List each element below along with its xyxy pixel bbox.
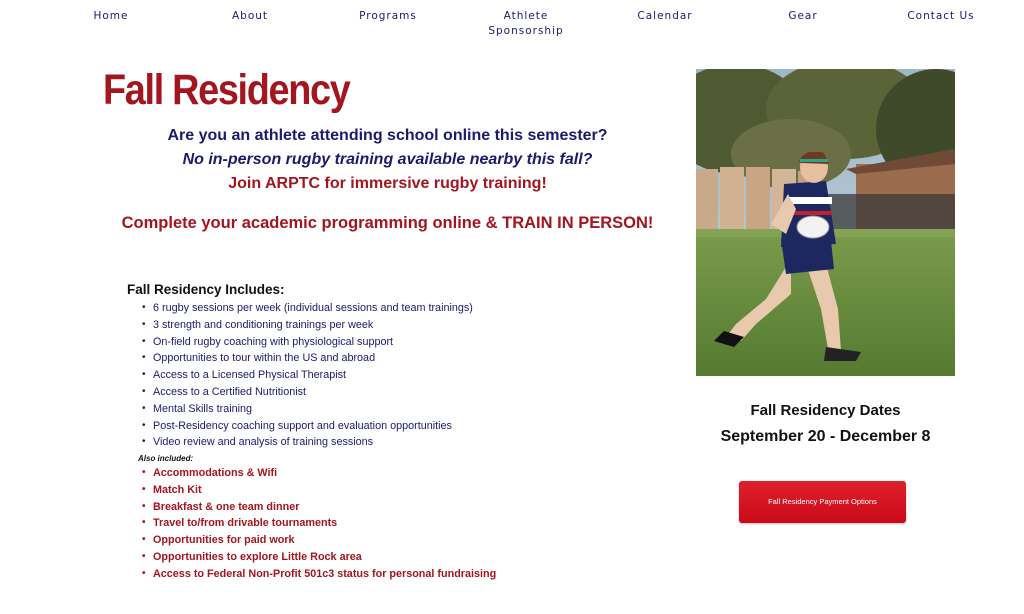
includes-list xyxy=(140,300,473,451)
rugby-player-illustration xyxy=(696,69,955,376)
list-item: • Breakfast & one team dinner xyxy=(140,499,496,516)
list-item: • Access to Federal Non-Profit 501c3 status for personal fundraising xyxy=(140,566,496,583)
list-item: • Access to a Certified Nutritionist xyxy=(140,384,473,401)
intro-line-3: Join ARPTC for immersive rugby training! xyxy=(228,175,547,192)
nav-gear[interactable]: Gear xyxy=(788,10,818,22)
page-title: Fall Residency xyxy=(103,66,350,114)
list-item: • Travel to/from drivable tournaments xyxy=(140,515,496,532)
nav-programs[interactable]: Programs xyxy=(359,10,417,22)
list-item: • Accommodations & Wifi xyxy=(140,465,496,482)
list-item: • Access to a Licensed Physical Therapist xyxy=(140,367,473,384)
list-item: • 6 rugby sessions per week (individual sessions and team trainings) xyxy=(140,300,473,317)
nav-home[interactable]: Home xyxy=(93,10,129,22)
top-nav xyxy=(0,0,1024,40)
list-item: • Opportunities for paid work xyxy=(140,532,496,549)
payment-options-button[interactable]: Fall Residency Payment Options xyxy=(739,481,906,523)
intro-line-1: Are you an athlete attending school online this semester? xyxy=(167,127,608,144)
cta-line: Complete your academic programming online & TRAIN IN PERSON! xyxy=(121,214,654,232)
list-item: • Video review and analysis of training sessions xyxy=(140,434,473,451)
nav-calendar[interactable]: Calendar xyxy=(637,10,693,22)
list-item: • 3 strength and conditioning trainings per week xyxy=(140,317,473,334)
also-included-list xyxy=(140,465,496,583)
also-included-label: Also included: xyxy=(138,454,194,463)
residency-dates xyxy=(696,398,955,450)
list-item: • On-field rugby coaching with physiological support xyxy=(140,334,473,351)
dates-range: September 20 - December 8 xyxy=(720,428,931,445)
nav-contact-us[interactable]: Contact Us xyxy=(907,10,975,22)
intro-line-2: No in-person rugby training available nearby this fall? xyxy=(182,151,593,168)
dates-heading: Fall Residency Dates xyxy=(750,402,901,419)
intro-block xyxy=(120,124,655,196)
list-item: • Opportunities to explore Little Rock area xyxy=(140,549,496,566)
list-item: • Opportunities to tour within the US and abroad xyxy=(140,350,473,367)
nav-about[interactable]: About xyxy=(231,10,269,22)
list-item: • Post-Residency coaching support and evaluation opportunities xyxy=(140,418,473,435)
nav-athlete-sponsorship[interactable]: Athlete Sponsorship xyxy=(488,10,564,37)
list-item: • Mental Skills training xyxy=(140,401,473,418)
includes-heading: Fall Residency Includes: xyxy=(127,282,285,297)
list-item: • Match Kit xyxy=(140,482,496,499)
rugby-player-photo xyxy=(696,69,955,376)
